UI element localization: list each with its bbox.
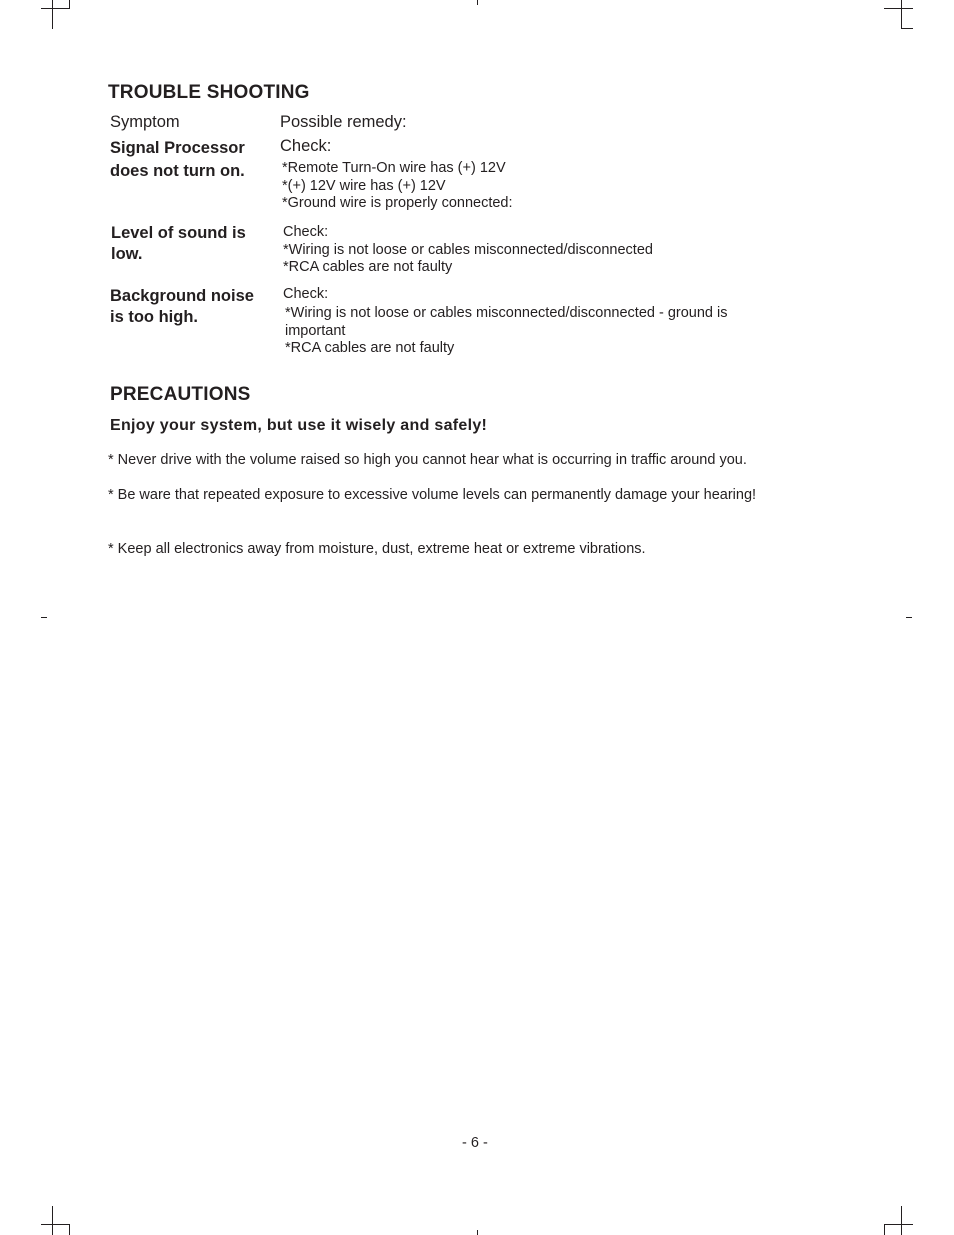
check-label: Check: <box>280 137 332 155</box>
precaution-item: * Never drive with the volume raised so high you cannot hear what is occurring in traffic around you. <box>108 452 747 468</box>
remedy-list <box>283 224 653 277</box>
remedy-list <box>282 160 513 213</box>
remedy-item: *RCA cables are not faulty <box>283 259 453 275</box>
precautions-lead: Enjoy your system, but use it wisely and safely! <box>110 417 488 434</box>
precautions-heading: PRECAUTIONS <box>110 384 251 405</box>
symptom-text <box>110 137 275 183</box>
crop-mark-bottom-left-h <box>41 1224 70 1225</box>
remedy-column-header: Possible remedy: <box>280 113 407 131</box>
remedy-item: *RCA cables are not faulty <box>285 340 455 356</box>
remedy-item: *Ground wire is properly connected: <box>282 195 513 211</box>
symptom-line: Background noise <box>110 287 254 305</box>
crop-mark-mid-right <box>906 617 912 618</box>
crop-mark-top-right-h <box>884 8 913 9</box>
remedy-item: *Wiring is not loose or cables misconnected/disconnected <box>283 241 653 258</box>
remedy-list <box>285 305 727 358</box>
crop-mark-top-center <box>477 0 478 5</box>
crop-mark-bottom-center <box>477 1230 478 1235</box>
crop-mark-top-left-v <box>52 0 53 29</box>
precaution-item: * Be ware that repeated exposure to excessive volume levels can permanently damage your hearing! <box>108 487 757 503</box>
crop-mark-top-right-v <box>901 0 902 29</box>
symptom-line: low. <box>111 245 143 263</box>
remedy-item: *(+) 12V wire has (+) 12V <box>282 177 446 194</box>
page-number: - 6 - <box>462 1135 488 1151</box>
check-label: Check: <box>283 286 329 302</box>
check-label: Check: <box>283 224 329 240</box>
symptom-line: does not turn on. <box>110 162 245 180</box>
remedy-item: *Remote Turn-On wire has (+) 12V <box>282 160 506 176</box>
crop-mark-top-left-h <box>41 8 70 9</box>
precaution-item: * Keep all electronics away from moisture, dust, extreme heat or extreme vibrations. <box>108 541 646 557</box>
symptom-line: Signal Processor <box>110 139 245 157</box>
symptom-text <box>110 286 280 328</box>
crop-mark-top-right-h2 <box>901 28 913 29</box>
crop-mark-bottom-right-v2 <box>884 1224 885 1235</box>
crop-mark-bottom-right-h <box>884 1224 913 1225</box>
crop-mark-mid-left <box>41 617 47 618</box>
remedy-item: *Wiring is not loose or cables misconnected/disconnected - ground is <box>285 305 728 321</box>
crop-mark-bottom-left-v <box>52 1206 53 1235</box>
crop-mark-top-left-v2 <box>69 0 70 9</box>
symptom-line: Level of sound is <box>111 224 246 242</box>
symptom-line: is too high. <box>110 308 198 326</box>
remedy-item: important <box>285 322 346 339</box>
trouble-shooting-heading: TROUBLE SHOOTING <box>108 82 310 103</box>
crop-mark-bottom-left-v2 <box>69 1224 70 1235</box>
symptom-text <box>111 223 276 265</box>
crop-mark-bottom-right-v <box>901 1206 902 1235</box>
symptom-column-header: Symptom <box>110 113 180 131</box>
